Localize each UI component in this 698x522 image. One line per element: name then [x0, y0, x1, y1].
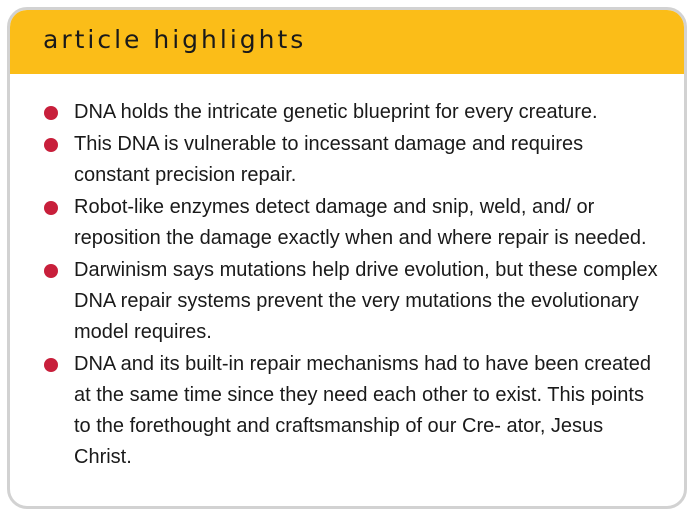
highlights-list	[10, 74, 684, 473]
bullet-icon	[44, 201, 58, 215]
highlight-item	[41, 255, 660, 348]
bullet-icon	[44, 358, 58, 372]
header-title: article highlights	[43, 24, 307, 54]
highlight-item	[41, 129, 660, 191]
bullet-icon	[44, 138, 58, 152]
highlight-item	[41, 349, 660, 473]
highlight-item	[41, 97, 660, 128]
highlight-text: Robot-like enzymes detect damage and snip, weld, and/ or reposition the damage exactly when and where repair is needed.	[74, 196, 647, 249]
highlight-text: DNA holds the intricate genetic blueprint for every creature.	[74, 101, 598, 123]
article-highlights-card	[7, 7, 687, 509]
highlight-item	[41, 192, 660, 254]
header-bar	[10, 10, 684, 74]
highlight-text: Darwinism says mutations help drive evolution, but these complex DNA repair systems prevent the very mutations the evolutionary model requires.	[74, 259, 658, 343]
highlight-text: DNA and its built-in repair mechanisms had to have been created at the same time since they need each other to exist. This points to the forethought and craftsmanship of our Cre- ator, Jesus Christ.	[74, 353, 651, 468]
bullet-icon	[44, 106, 58, 120]
highlight-text: This DNA is vulnerable to incessant damage and requires constant precision repair.	[74, 133, 584, 186]
bullet-icon	[44, 264, 58, 278]
